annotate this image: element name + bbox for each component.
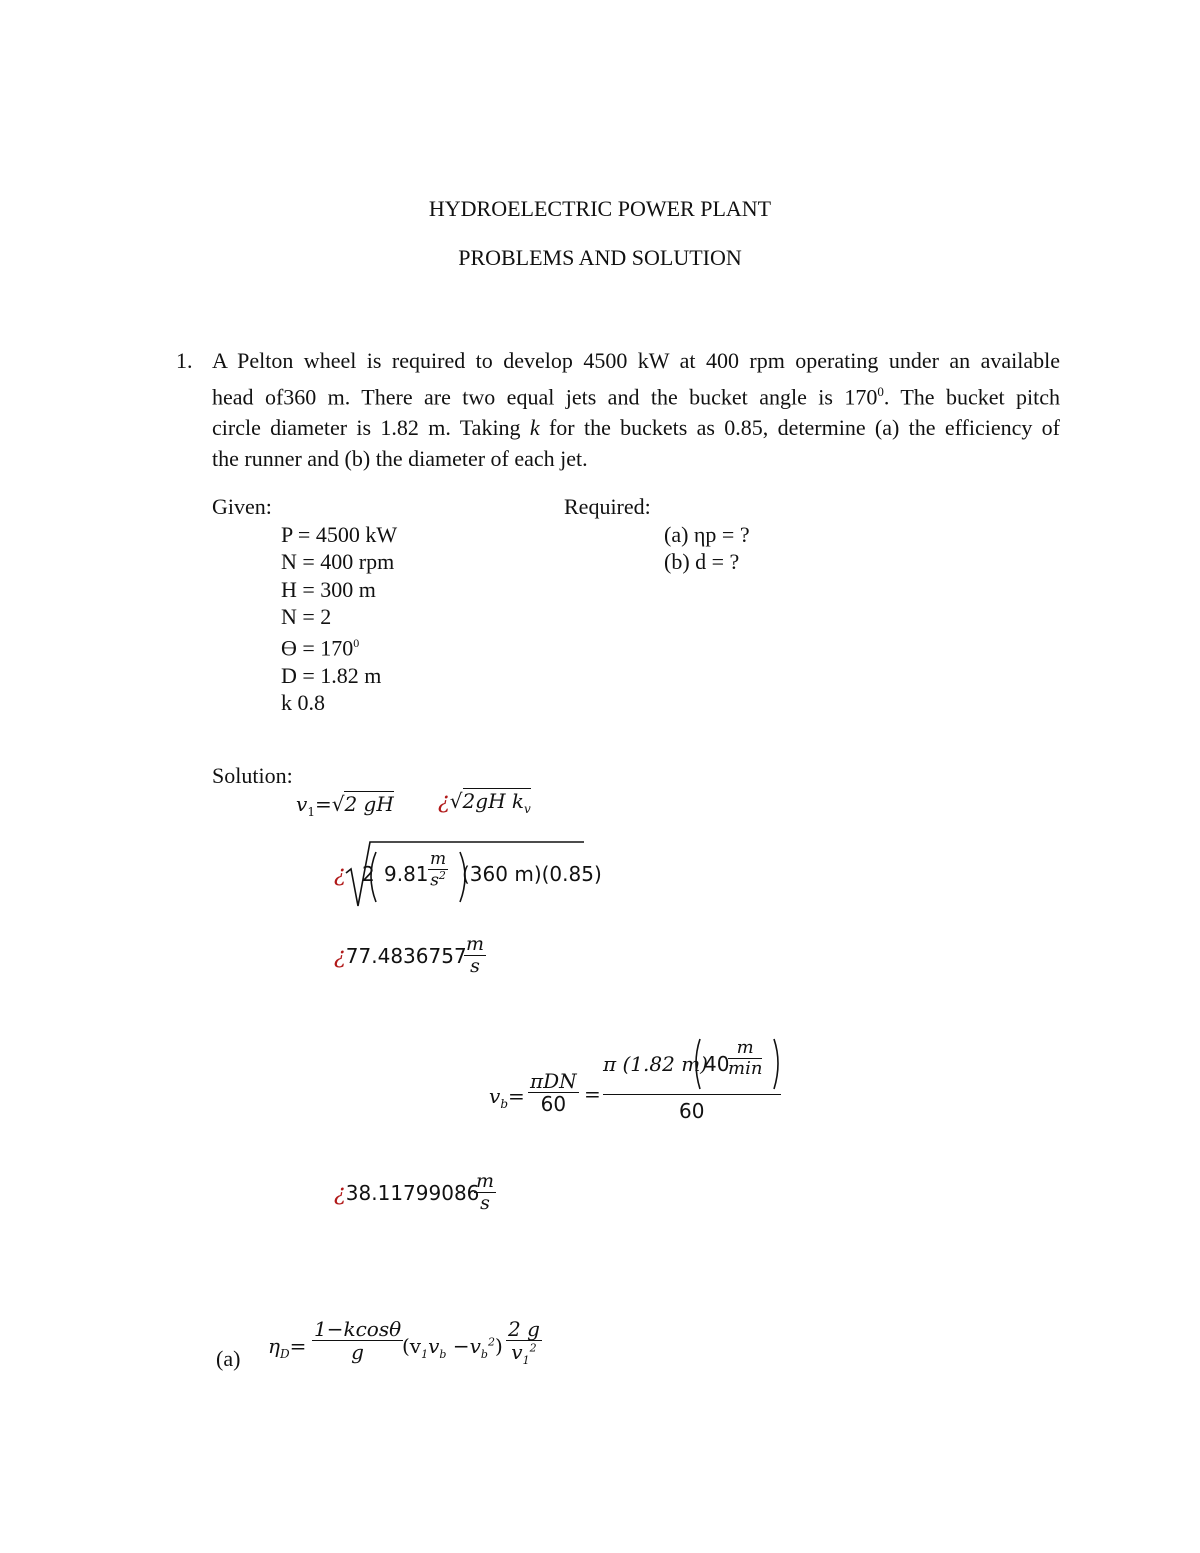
given-item: N = 2 [281, 603, 332, 629]
required-label: Required: [564, 494, 651, 519]
problem-number: 1. [176, 348, 193, 373]
required-list [664, 521, 750, 575]
equation-bucket-velocity-lhs: $v_b=$ [489, 1084, 525, 1111]
equation-jet-velocity-with-coefficient: ¿√2gH $k_v$ [438, 789, 531, 816]
given-label: Given: [212, 494, 272, 519]
required-item: (b) d = ? [664, 549, 740, 574]
fraction-one-minus-kcos: $\frac{1-kcos\theta}{g}$ [314, 1317, 402, 1364]
equation-bucket-velocity-result: ¿38.11799086 [334, 1181, 480, 1206]
solution-label: Solution: [212, 763, 293, 788]
equation-marker: ¿ [438, 789, 450, 814]
given-item: Ɵ = $170^0$ [281, 635, 360, 661]
given-item: H = 300 m [281, 576, 376, 602]
equation-marker: ¿ [334, 1181, 346, 1206]
page-title: HYDROELECTRIC POWER PLANT [428, 196, 772, 221]
given-item: P = 4500 kW [281, 522, 398, 547]
equation-jet-velocity-formula: $v_1=√2$ gH [296, 792, 394, 819]
rotational-speed-value: 40 [704, 1052, 730, 1076]
velocity-product-term: $(v_1v_b -v_b^2)$ [402, 1334, 503, 1361]
equation-marker: ¿ [334, 944, 346, 969]
head-value: (360 m)(0.85) [462, 862, 602, 886]
fraction-bar [603, 1094, 781, 1095]
unit-fraction-m-per-s2: $\frac{m}{s^2}$ [430, 849, 447, 891]
sqrt-symbol-icon: √ [331, 792, 345, 816]
given-list [281, 521, 397, 716]
part-a-label: (a) [216, 1346, 241, 1371]
problem-line-1: A Pelton wheel is required to develop 4500 kW at 400 rpm operating under an available [212, 348, 1060, 373]
given-item: D = 1.82 m [281, 662, 382, 688]
sqrt-symbol-icon: √ [449, 789, 463, 813]
unit-fraction-m-per-s: $\frac{m}{s}$ [466, 933, 485, 977]
unit-fraction-m-per-s: $\frac{m}{s}$ [476, 1170, 495, 1214]
problem-line-3: circle diameter is 1.82 m. Taking k for the buckets as 0.85, determine (a) the efficiency of [212, 415, 1061, 441]
fraction-pi-d-n: $\frac{\text{πDN}}{60}$ [530, 1069, 577, 1116]
given-item: k 0.8 [281, 690, 325, 716]
equation-marker: ¿ [334, 862, 346, 887]
fraction-2g-over-v1-squared: $\frac{2 g}{v_1^2}$ [508, 1317, 540, 1367]
equals-sign: = [584, 1082, 601, 1106]
gravity-value: 9.81 [384, 862, 429, 886]
required-item: (a) ηp = ? [664, 522, 750, 547]
given-item: N = 400 rpm [281, 549, 395, 575]
problem-line-4: the runner and (b) the diameter of each jet. [212, 446, 588, 472]
denominator-sixty: 60 [679, 1099, 705, 1123]
efficiency-symbol: $\eta_D=$ [268, 1334, 307, 1361]
problem-statement [212, 345, 1060, 474]
equation-jet-velocity-result: ¿77.4836757 [334, 944, 467, 969]
unit-fraction-m-per-min: $\frac{m}{\min}$ [728, 1037, 763, 1079]
problem-line-2: head of360 m. There are two equal jets and the bucket angle is $170^0$. The bucket pitch [212, 384, 1061, 410]
page-subtitle: PROBLEMS AND SOLUTION [458, 245, 742, 270]
bucket-velocity-numerator: π (1.82 m) [603, 1052, 708, 1076]
equation-substituted-jet-velocity: 2 [362, 862, 375, 886]
